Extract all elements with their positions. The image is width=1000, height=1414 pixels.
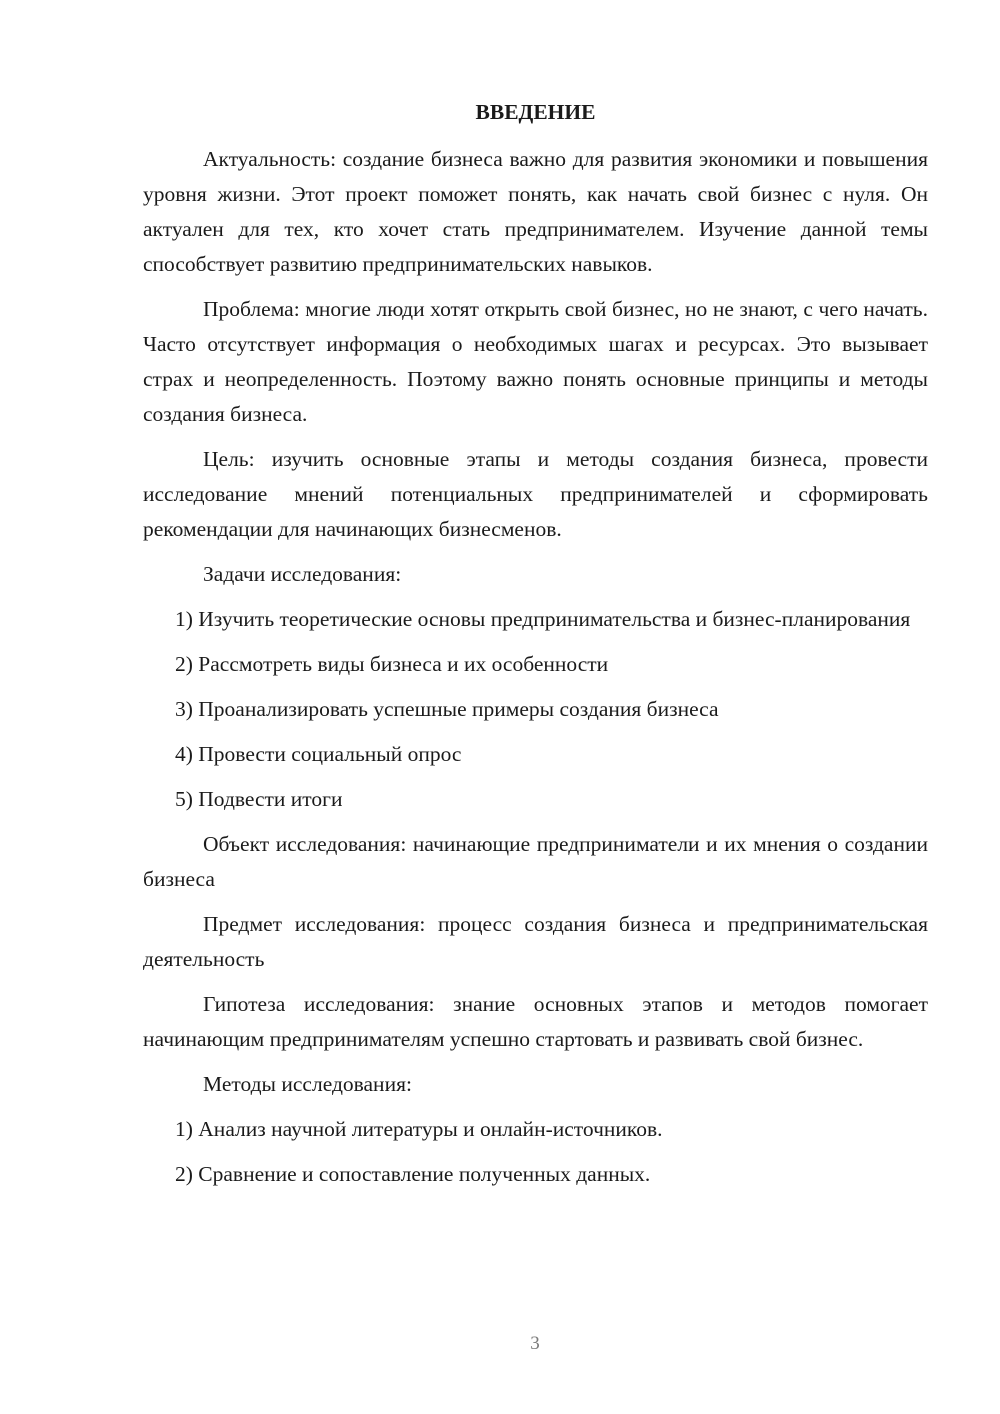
hypothesis-paragraph: Гипотеза исследования: знание основных этапов и методов помогает начинающим предпринимателям успешно стартовать и развивать свой бизнес. xyxy=(143,992,928,1051)
document-page xyxy=(143,95,928,1202)
task-item-2: 2) Рассмотреть виды бизнеса и их особенности xyxy=(175,652,609,676)
method-item-2: 2) Сравнение и сопоставление полученных данных. xyxy=(175,1162,651,1186)
object-paragraph: Объект исследования: начинающие предприниматели и их мнения о создании бизнеса xyxy=(143,832,928,891)
task-item-5: 5) Подвести итоги xyxy=(175,787,343,811)
task-item-3: 3) Проанализировать успешные примеры создания бизнеса xyxy=(175,697,719,721)
methods-heading: Методы исследования: xyxy=(203,1072,412,1096)
page-number: 3 xyxy=(530,1333,540,1354)
relevance-paragraph: Актуальность: создание бизнеса важно для развития экономики и повышения уровня жизни. Этот проект поможет понять, как начать свой бизнес с нуля. Он актуален для тех, кто хочет стать предпринимателем. Изучение данной темы способствует развитию предпринимательских навыков. xyxy=(143,147,928,276)
goal-paragraph: Цель: изучить основные этапы и методы создания бизнеса, провести исследование мнений потенциальных предпринимателей и сформировать рекомендации для начинающих бизнесменов. xyxy=(143,447,928,541)
subject-paragraph: Предмет исследования: процесс создания бизнеса и предпринимательская деятельность xyxy=(143,912,928,971)
problem-paragraph: Проблема: многие люди хотят открыть свой бизнес, но не знают, с чего начать. Часто отсутствует информация о необходимых шагах и ресурсах. Это вызывает страх и неопределенность. Поэтому важно понять основные принципы и методы создания бизнеса. xyxy=(143,297,928,426)
section-heading: ВВЕДЕНИЕ xyxy=(475,100,596,124)
task-item-1: 1) Изучить теоретические основы предпринимательства и бизнес-планирования xyxy=(175,607,911,631)
task-item-4: 4) Провести социальный опрос xyxy=(175,742,462,766)
method-item-1: 1) Анализ научной литературы и онлайн-источников. xyxy=(175,1117,663,1141)
tasks-heading: Задачи исследования: xyxy=(203,562,402,586)
